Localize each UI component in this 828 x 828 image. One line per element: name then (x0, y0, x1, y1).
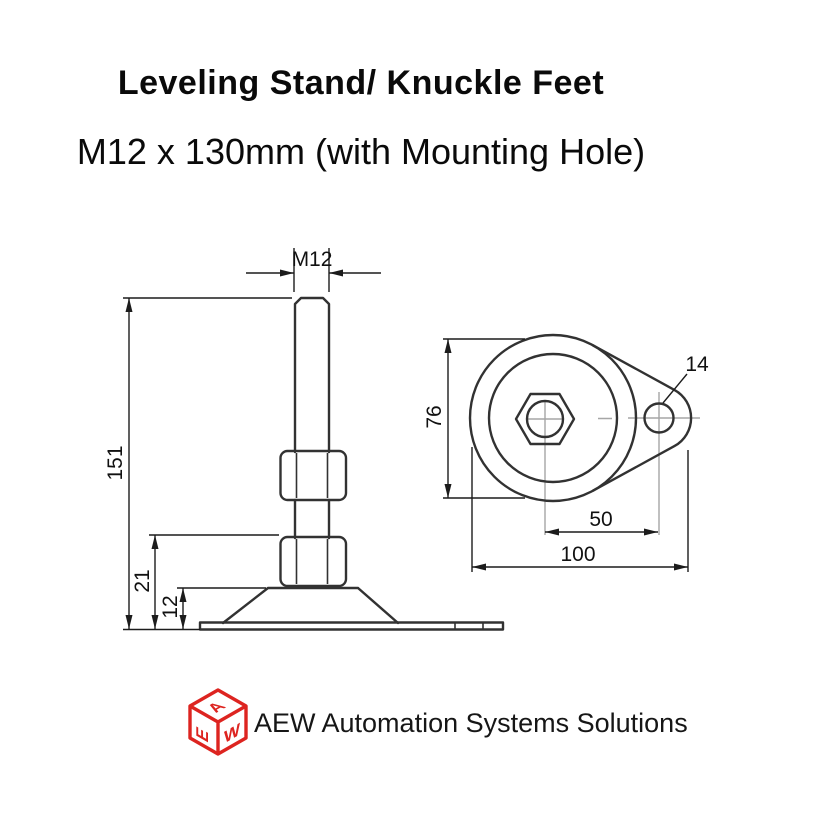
dim-label-12: 12 (159, 595, 182, 619)
hole-horizontal-centerline (598, 418, 700, 419)
lower-nut-flats (297, 539, 328, 584)
side-view-dimensions (104, 248, 381, 630)
inner-base-circle (489, 354, 617, 482)
upper-nut (281, 451, 347, 500)
logo-letter-left: E (192, 723, 212, 746)
side-view (200, 298, 503, 630)
base-plate (200, 623, 503, 630)
rod-outline (295, 298, 329, 452)
dim76-arrow-top (445, 339, 452, 353)
dim-label-76: 76 (423, 405, 446, 429)
dim-label-100: 100 (560, 543, 596, 566)
dim-label-50: 50 (589, 508, 613, 531)
aew-logo-cube (186, 686, 250, 756)
dim21-arrow-top (152, 535, 159, 549)
top-view-dimensions (423, 339, 709, 572)
dim-label-14: 14 (685, 353, 709, 376)
top-view (470, 335, 700, 535)
dim76-extensions (443, 339, 525, 498)
dim151-arrow-top (126, 298, 133, 312)
dim151-arrow-bottom (126, 615, 133, 629)
brand-text: AEW Automation Systems Solutions (254, 708, 688, 738)
logo-letter-top: A (202, 699, 231, 716)
dim21-arrow-bottom (152, 615, 159, 629)
dim100-arrow-left (472, 564, 486, 571)
upper-nut-flats (297, 453, 328, 498)
rod-between-nuts (295, 500, 329, 538)
dim-label-151: 151 (104, 445, 127, 481)
base-cone (223, 588, 398, 623)
page-title: Leveling Stand/ Knuckle Feet (117, 64, 605, 102)
dim50-arrow-right (644, 529, 658, 536)
dim50-arrow-left (545, 529, 559, 536)
page-subtitle: M12 x 130mm (with Mounting Hole) (76, 131, 646, 172)
dim-label-21: 21 (131, 569, 154, 593)
dim76-arrow-bottom (445, 484, 452, 498)
lower-nut (281, 537, 347, 586)
dim100-arrow-right (674, 564, 688, 571)
logo-letter-right: W (223, 718, 241, 748)
dim-label-m12: M12 (291, 248, 333, 271)
